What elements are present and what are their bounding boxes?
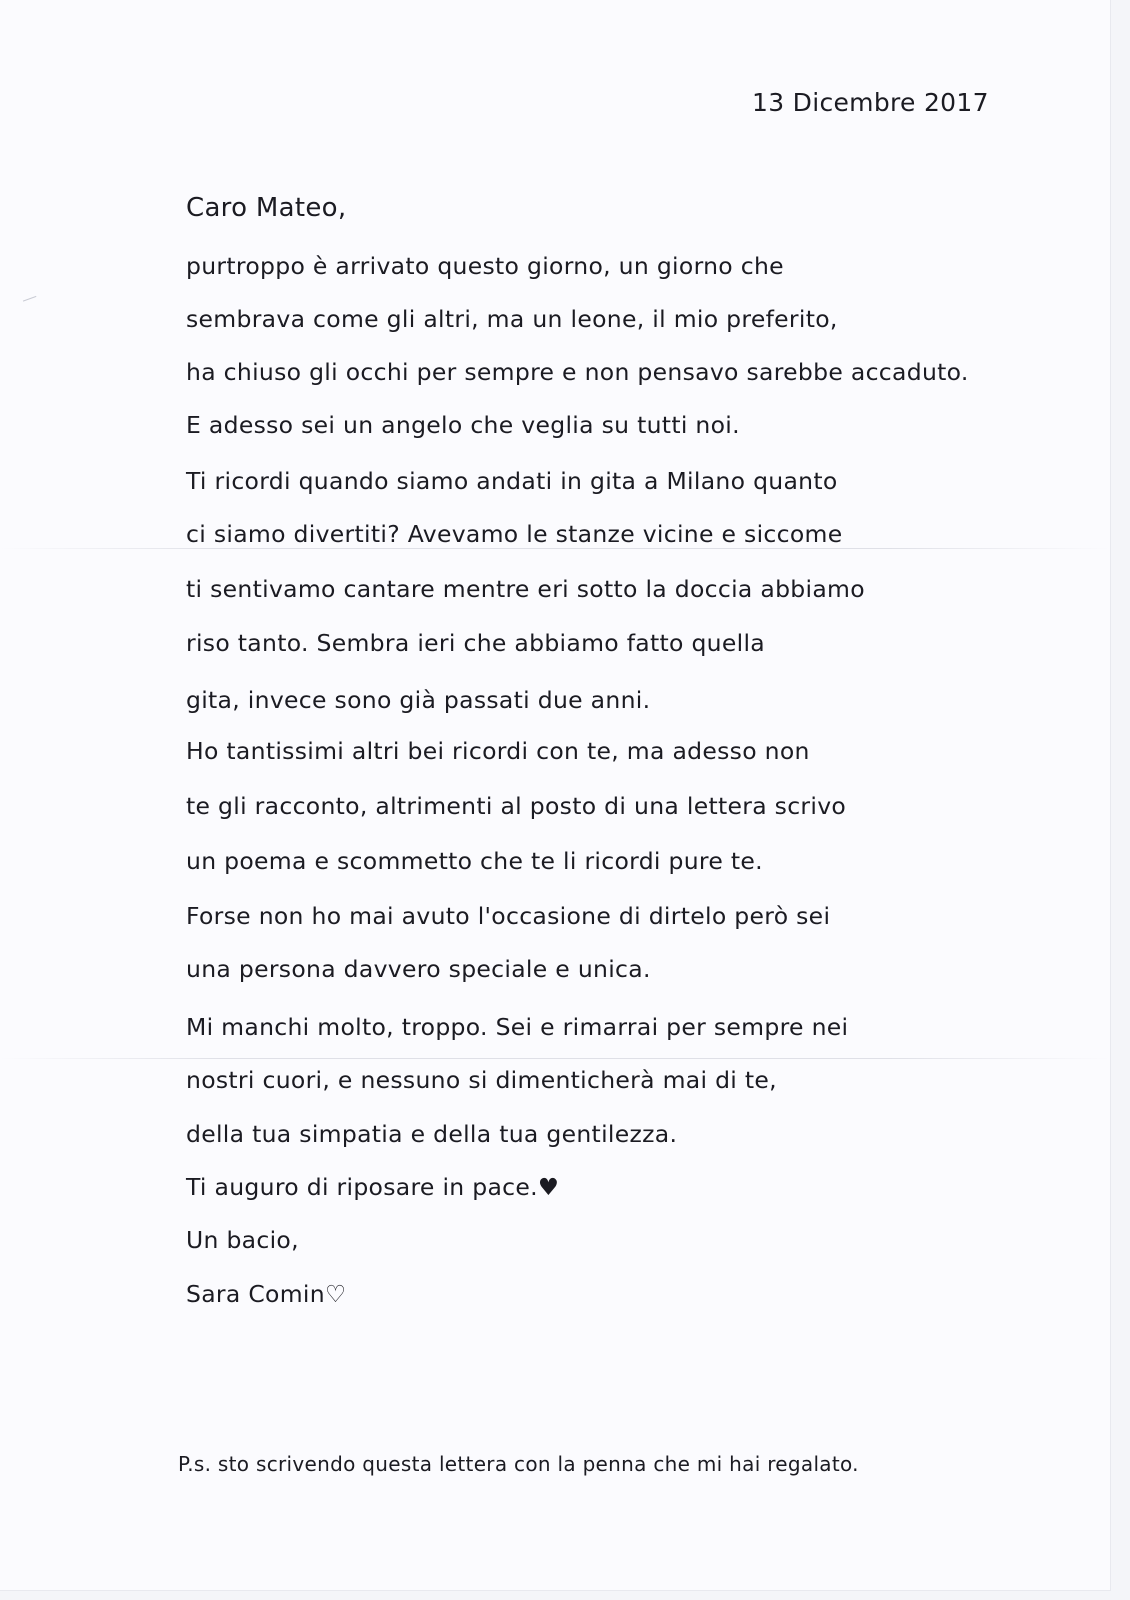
letter-line: una persona davvero speciale e unica. xyxy=(186,955,651,983)
letter-line: della tua simpatia e della tua gentilezza. xyxy=(186,1120,678,1148)
letter-line: un poema e scommetto che te li ricordi pure te. xyxy=(186,847,763,875)
letter-postscript: P.s. sto scrivendo questa lettera con la penna che mi hai regalato. xyxy=(178,1452,859,1476)
letter-line: sembrava come gli altri, ma un leone, il mio preferito, xyxy=(186,305,838,333)
paper-fold-line xyxy=(0,548,1110,549)
letter-salutation: Caro Mateo, xyxy=(186,193,347,223)
letter-line: nostri cuori, e nessuno si dimenticherà mai di te, xyxy=(186,1066,777,1094)
paper-mark xyxy=(23,296,39,309)
letter-line: riso tanto. Sembra ieri che abbiamo fatto quella xyxy=(186,629,765,657)
letter-line: Mi manchi molto, troppo. Sei e rimarrai per sempre nei xyxy=(186,1013,849,1041)
letter-line: Ti ricordi quando siamo andati in gita a Milano quanto xyxy=(186,467,838,495)
letter-line: ti sentivamo cantare mentre eri sotto la doccia abbiamo xyxy=(186,575,865,603)
letter-date: 13 Dicembre 2017 xyxy=(752,88,989,117)
letter-signature: Sara Comin♡ xyxy=(186,1280,347,1308)
letter-line: E adesso sei un angelo che veglia su tutti noi. xyxy=(186,411,740,439)
letter-line: te gli racconto, altrimenti al posto di una lettera scrivo xyxy=(186,792,847,820)
paper-fold-line xyxy=(0,1058,1110,1059)
letter-line: ci siamo divertiti? Avevamo le stanze vicine e siccome xyxy=(186,520,843,548)
letter-line: Ho tantissimi altri bei ricordi con te, ma adesso non xyxy=(186,737,810,765)
letter-line: gita, invece sono già passati due anni. xyxy=(186,686,651,714)
letter-line: Forse non ho mai avuto l'occasione di dirtelo però sei xyxy=(186,902,831,930)
letter-line: Un bacio, xyxy=(186,1226,299,1254)
letter-line: purtroppo è arrivato questo giorno, un giorno che xyxy=(186,252,784,280)
letter-line: Ti auguro di riposare in pace.♥ xyxy=(186,1173,560,1201)
letter-line: ha chiuso gli occhi per sempre e non pensavo sarebbe accaduto. xyxy=(186,358,969,386)
